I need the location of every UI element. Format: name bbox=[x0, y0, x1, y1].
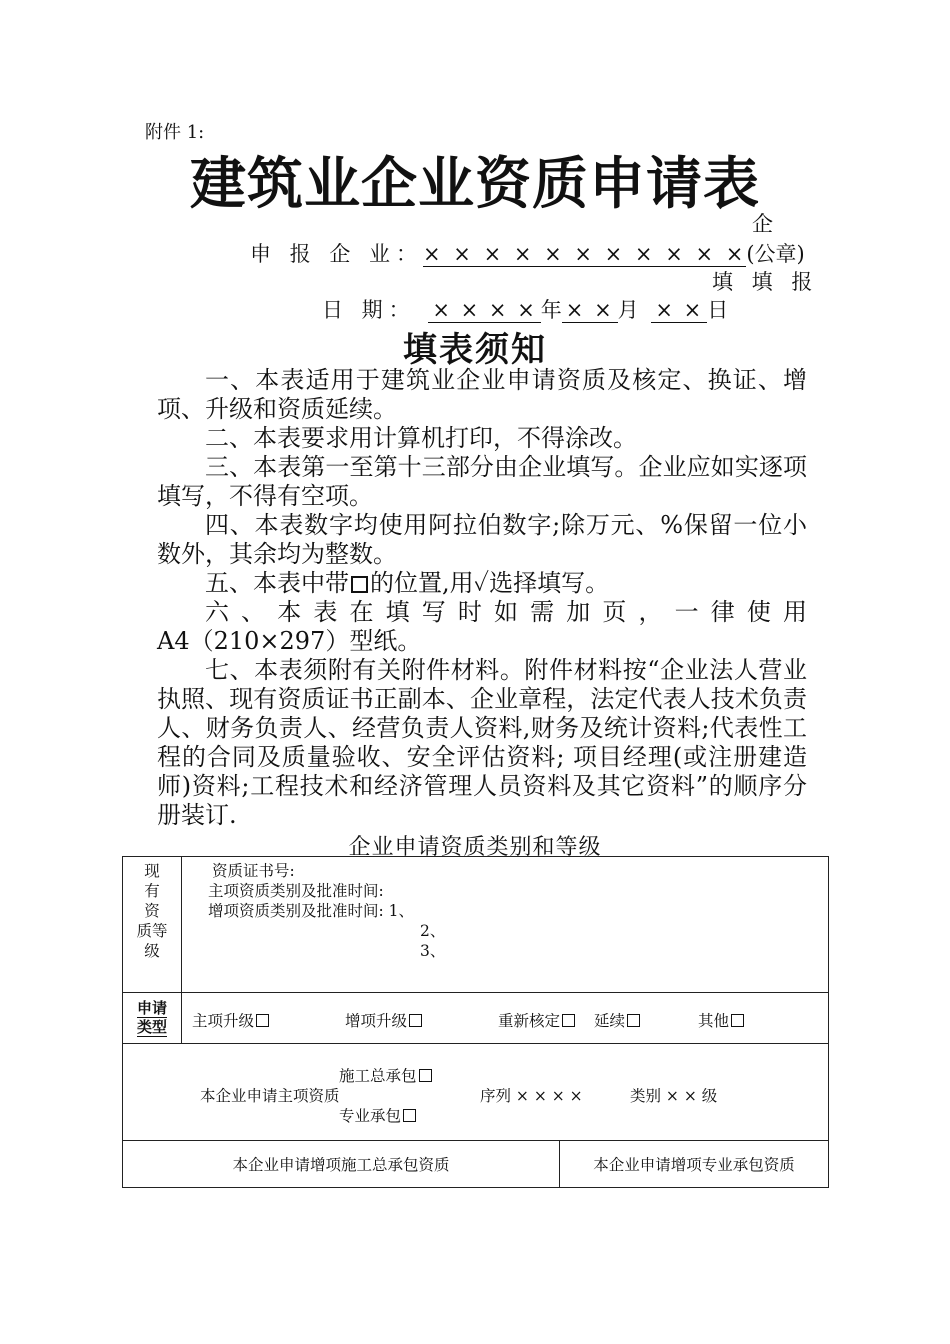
option-other[interactable]: 其他 bbox=[698, 1009, 744, 1031]
notice-item-4: 四、本表数字均使用阿拉伯数字;除万元、%保留一位小数外，其余均为整数。 bbox=[157, 511, 807, 568]
main-apply-label: 本企业申请主项资质 bbox=[200, 1087, 340, 1105]
fill-report-text: 填 填 报 bbox=[712, 270, 819, 294]
main-apply-cell bbox=[123, 1044, 829, 1141]
applicant-value[interactable]: × × × × × × × × × × × bbox=[423, 242, 747, 266]
notice-item-5: 五、本表中带 的位置,用✓选择填写。 bbox=[205, 569, 610, 597]
apply-type-row bbox=[123, 993, 829, 1044]
date-year-field[interactable]: × × × × bbox=[428, 298, 540, 323]
extra-qualification-3: 3、 bbox=[420, 942, 446, 960]
date-label: 日 期： bbox=[322, 298, 416, 322]
applicant-row bbox=[250, 238, 805, 268]
checkbox-icon[interactable] bbox=[403, 1109, 416, 1122]
option-extra-upgrade[interactable]: 增项升级 bbox=[345, 1009, 422, 1031]
extra-apply-row bbox=[123, 1141, 829, 1188]
checkbox-icon[interactable] bbox=[731, 1014, 744, 1027]
seal-note: (公章) bbox=[746, 242, 805, 266]
option-recheck[interactable]: 重新核定 bbox=[498, 1009, 575, 1031]
document-title: 建筑业企业资质申请表 bbox=[190, 152, 760, 217]
category-field[interactable]: 类别 × × 级 bbox=[630, 1087, 718, 1105]
extra-specialty-apply-cell: 本企业申请增项专业承包资质 bbox=[560, 1141, 829, 1188]
option-renew[interactable]: 延续 bbox=[594, 1009, 640, 1031]
attachment-label: 附件 1: bbox=[145, 122, 205, 143]
day-unit: 日 bbox=[707, 298, 729, 322]
apply-type-label: 申请 类型 bbox=[123, 993, 182, 1044]
checkbox-icon[interactable] bbox=[562, 1014, 575, 1027]
main-apply-row bbox=[123, 1044, 829, 1141]
applicant-label: 申 报 企 业： bbox=[250, 242, 424, 266]
option-main-upgrade[interactable]: 主项升级 bbox=[192, 1009, 269, 1031]
checkbox-icon[interactable] bbox=[419, 1069, 432, 1082]
notice-body bbox=[157, 366, 807, 830]
notice-item-6-line1: 六、本表在填写时如需加页，一律使用 bbox=[205, 598, 807, 626]
corner-text: 企 bbox=[752, 212, 779, 236]
notice-item-1: 一、本表适用于建筑业企业申请资质及核定、换证、增项、升级和资质延续。 bbox=[157, 366, 807, 423]
specialty-contract-option[interactable]: 专业承包 bbox=[339, 1104, 416, 1126]
notice-item-6-line2: A4（210×297）型纸。 bbox=[157, 627, 422, 655]
checkbox-icon[interactable] bbox=[627, 1014, 640, 1027]
checkbox-icon[interactable] bbox=[256, 1014, 269, 1027]
date-month-field[interactable]: × × bbox=[562, 298, 618, 323]
year-unit: 年 bbox=[540, 298, 562, 322]
apply-type-options bbox=[182, 993, 829, 1044]
extra-qualification-label: 增项资质类别及批准时间: 1、 bbox=[208, 902, 415, 920]
checkbox-icon[interactable] bbox=[409, 1014, 422, 1027]
extra-qualification-2: 2、 bbox=[420, 922, 446, 940]
date-day-field[interactable]: × × bbox=[651, 298, 707, 323]
notice-item-2: 二、本表要求用计算机打印，不得涂改。 bbox=[205, 424, 637, 452]
extra-general-apply-cell: 本企业申请增项施工总承包资质 bbox=[123, 1141, 560, 1188]
qualification-table bbox=[122, 856, 829, 1188]
main-qualification-label: 主项资质类别及批准时间: bbox=[208, 882, 384, 900]
general-contract-option[interactable]: 施工总承包 bbox=[339, 1064, 432, 1086]
notice-item-3: 三、本表第一至第十三部分由企业填写。企业应如实逐项填写，不得有空项。 bbox=[157, 453, 807, 510]
existing-qualification-content[interactable] bbox=[182, 857, 829, 993]
month-unit: 月 bbox=[617, 298, 639, 322]
notice-item-7: 七、本表须附有关附件材料。附件材料按“企业法人营业执照、现有资质证书正副本、企业章程，法定代表人技术负责人、财务负责人、经营负责人资料,财务及统计资料;代表性工程的合同及质量验收、安全评估资料; 项目经理(或注册建造师)资料;工程技术和经济管理人员资料及其它资料”的顺序分册装订. bbox=[157, 656, 807, 829]
existing-qualification-label: 现 有 资 质等 级 bbox=[123, 857, 182, 993]
series-field[interactable]: 序列 × × × × bbox=[480, 1087, 583, 1105]
table-caption: 企业申请资质类别和等级 bbox=[348, 835, 602, 860]
existing-qualification-row bbox=[123, 857, 829, 993]
date-row bbox=[322, 294, 728, 324]
cert-number-label: 资质证书号: bbox=[212, 862, 295, 880]
notice-title: 填表须知 bbox=[403, 330, 547, 370]
checkbox-sample-icon bbox=[351, 576, 368, 593]
